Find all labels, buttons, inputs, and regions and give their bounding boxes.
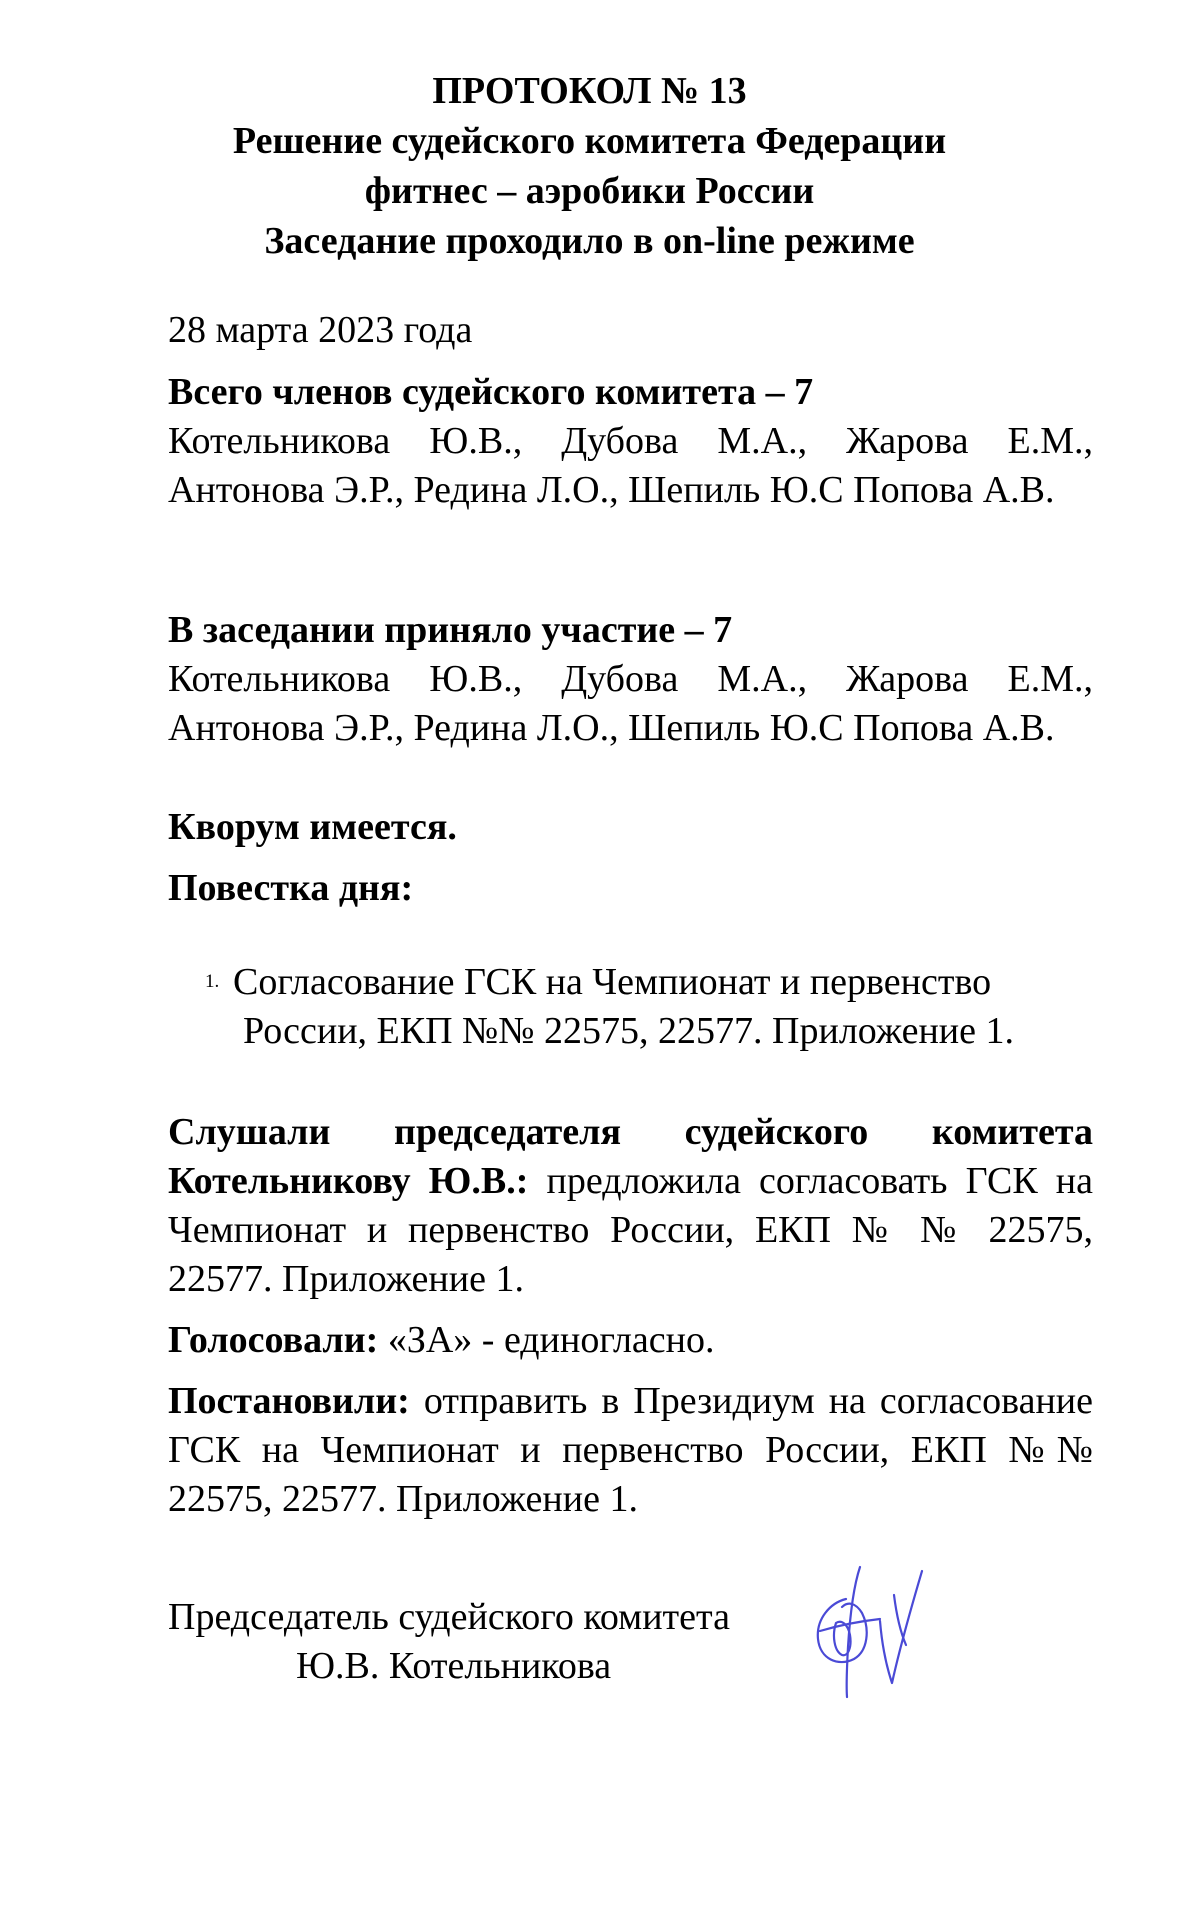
agenda-heading: Повестка дня: bbox=[168, 867, 414, 909]
protocol-subtitle-line-1: Решение судейского комитета Федерации bbox=[232, 120, 947, 162]
meeting-date: 28 марта 2023 года bbox=[168, 309, 473, 351]
protocol-title: ПРОТОКОЛ № 13 bbox=[432, 70, 747, 112]
voted-text: «ЗА» - единогласно. bbox=[378, 1319, 715, 1361]
participants-heading: В заседании приняло участие – 7 bbox=[168, 609, 733, 651]
participants-list: Котельникова Ю.В., Дубова М.А., Жарова Е.М., Антонова Э.Р., Редина Л.О., Шепиль Ю.С Попова А.В. bbox=[168, 658, 1093, 749]
protocol-subtitle-line-3: Заседание проходило в on-line режиме bbox=[264, 220, 915, 262]
signature-stroke bbox=[894, 1595, 906, 1645]
resolved-text: отправить в Президиум на согласование ГСК на Чемпионат и первенство России, ЕКП №№ 22575, 22577. Приложение 1. bbox=[168, 1380, 1093, 1520]
agenda-item-text-line-1: Согласование ГСК на Чемпионат и первенство bbox=[233, 961, 992, 1003]
agenda-item-number: 1. bbox=[205, 971, 220, 992]
protocol-header bbox=[0, 66, 1179, 266]
heard-label: Слушали председателя судейского комитета Котельникову Ю.В.: bbox=[168, 1111, 1093, 1202]
voted-paragraph bbox=[168, 1316, 1093, 1365]
heard-paragraph bbox=[168, 1108, 1093, 1304]
agenda-item-text-line-2: России, ЕКП №№ 22575, 22577. Приложение 1. bbox=[243, 1010, 1015, 1052]
resolved-label: Постановили: bbox=[168, 1380, 410, 1422]
voted-label: Голосовали: bbox=[168, 1319, 379, 1361]
members-list: Котельникова Ю.В., Дубова М.А., Жарова Е.М., Антонова Э.Р., Редина Л.О., Шепиль Ю.С Попова А.В. bbox=[168, 420, 1093, 511]
chair-name: Ю.В. Котельникова bbox=[296, 1645, 612, 1687]
chair-position: Председатель судейского комитета bbox=[168, 1596, 730, 1638]
signature-icon bbox=[810, 1555, 940, 1705]
resolved-paragraph bbox=[168, 1377, 1093, 1524]
members-heading: Всего членов судейского комитета – 7 bbox=[168, 371, 814, 413]
quorum-statement: Кворум имеется. bbox=[168, 806, 457, 848]
agenda-item-text bbox=[233, 958, 1093, 1056]
heard-text: предложила согласовать ГСК на Чемпионат и первенство России, ЕКП № № 22575, 22577. Приложение 1. bbox=[168, 1160, 1093, 1300]
agenda-item bbox=[205, 958, 1093, 1056]
protocol-subtitle-line-2: фитнес – аэробики России bbox=[364, 170, 815, 212]
